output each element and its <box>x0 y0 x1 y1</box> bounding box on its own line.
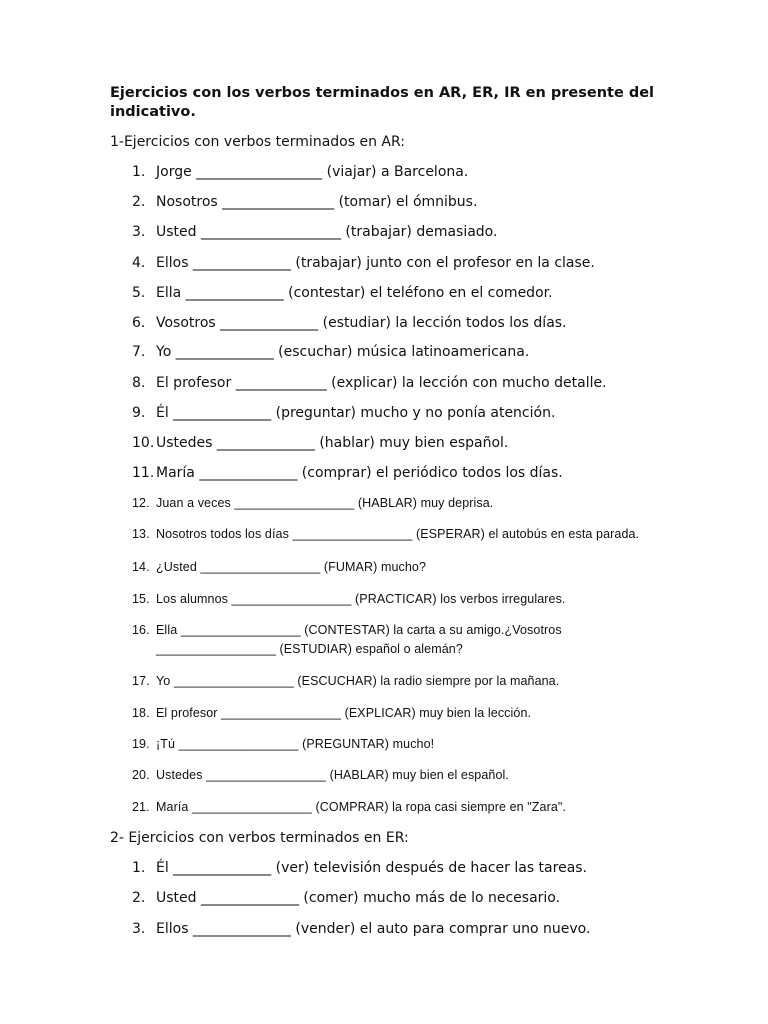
item-number: 20. <box>132 768 150 782</box>
item-number: 9. <box>132 405 146 421</box>
section-heading-ar: 1-Ejercicios con verbos terminados en AR: <box>110 134 405 150</box>
item-number: 17. <box>132 674 150 688</box>
item-text: Jorge __________________ (viajar) a Barcelona. <box>156 164 469 180</box>
item-number: 15. <box>132 592 150 606</box>
item-text: Nosotros todos los días _________________ (ESPERAR) el autobús en esta parada. <box>156 527 640 541</box>
item-number: 12. <box>132 496 150 510</box>
list-item <box>132 621 692 656</box>
list-item <box>132 284 692 302</box>
item-number: 10. <box>132 435 155 451</box>
list-item <box>132 798 692 817</box>
list-item <box>132 558 692 577</box>
list-item <box>132 859 692 877</box>
item-text: María _________________ (COMPRAR) la ropa casi siempre en "Zara". <box>156 800 567 814</box>
item-text: ¡Tú _________________ (PREGUNTAR) mucho! <box>156 737 435 751</box>
item-number: 3. <box>132 921 146 937</box>
list-item <box>132 404 692 422</box>
list-item <box>132 254 692 272</box>
item-text: María ______________ (comprar) el periódico todos los días. <box>156 465 563 481</box>
item-number: 21. <box>132 800 150 814</box>
item-text: Yo _________________ (ESCUCHAR) la radio siempre por la mañana. <box>156 674 560 688</box>
list-item <box>132 590 692 609</box>
item-number: 7. <box>132 344 146 360</box>
item-text: Ellos ______________ (vender) el auto para comprar uno nuevo. <box>156 921 591 937</box>
item-text: Él ______________ (ver) televisión después de hacer las tareas. <box>156 860 588 876</box>
list-item <box>132 704 692 723</box>
item-number: 1. <box>132 164 146 180</box>
item-number: 19. <box>132 737 150 751</box>
list-item <box>132 374 692 392</box>
list-item <box>132 494 692 513</box>
list-item <box>132 163 692 181</box>
item-text: Usted ______________ (comer) mucho más de lo necesario. <box>156 890 561 906</box>
item-text: Los alumnos _________________ (PRACTICAR) los verbos irregulares. <box>156 592 566 606</box>
list-item <box>132 672 692 691</box>
list-item <box>132 343 692 361</box>
list-item <box>132 464 692 482</box>
item-text-continuation: _________________ (ESTUDIAR) español o alemán? <box>156 642 463 656</box>
section-heading-er: 2- Ejercicios con verbos terminados en ER: <box>110 830 409 846</box>
item-text: ¿Usted _________________ (FUMAR) mucho? <box>156 560 427 574</box>
list-item <box>132 223 692 241</box>
list-item <box>132 889 692 907</box>
item-text: El profesor _____________ (explicar) la lección con mucho detalle. <box>156 375 607 391</box>
item-text: Nosotros ________________ (tomar) el ómnibus. <box>156 194 478 210</box>
item-number: 8. <box>132 375 146 391</box>
item-number: 6. <box>132 315 146 331</box>
item-number: 2. <box>132 194 146 210</box>
item-text: Ella _________________ (CONTESTAR) la carta a su amigo.¿Vosotros <box>156 623 562 637</box>
item-number: 14. <box>132 560 150 574</box>
item-text: Vosotros ______________ (estudiar) la lección todos los días. <box>156 315 567 331</box>
item-text: Juan a veces _________________ (HABLAR) muy deprisa. <box>156 496 494 510</box>
item-number: 13. <box>132 527 150 541</box>
document-title: Ejercicios con los verbos terminados en AR, ER, IR en presente del indicativo. <box>110 85 655 120</box>
item-text: Usted ____________________ (trabajar) demasiado. <box>156 224 498 240</box>
list-item <box>132 193 692 211</box>
list-item <box>132 314 692 332</box>
item-number: 16. <box>132 623 150 637</box>
item-text: Ellos ______________ (trabajar) junto con el profesor en la clase. <box>156 255 595 271</box>
item-number: 5. <box>132 285 146 301</box>
list-item <box>132 766 692 785</box>
item-number: 11. <box>132 465 155 481</box>
list-item <box>132 920 692 938</box>
list-item <box>132 434 692 452</box>
item-number: 2. <box>132 890 146 906</box>
item-text: Ustedes _________________ (HABLAR) muy bien el español. <box>156 768 509 782</box>
list-item <box>132 735 692 754</box>
item-number: 3. <box>132 224 146 240</box>
list-item <box>132 525 692 544</box>
item-number: 4. <box>132 255 146 271</box>
item-text: Ustedes ______________ (hablar) muy bien español. <box>156 435 509 451</box>
item-text: El profesor _________________ (EXPLICAR) muy bien la lección. <box>156 706 532 720</box>
item-text: Yo ______________ (escuchar) música latinoamericana. <box>156 344 530 360</box>
item-number: 18. <box>132 706 150 720</box>
item-text: Ella ______________ (contestar) el teléfono en el comedor. <box>156 285 553 301</box>
item-number: 1. <box>132 860 146 876</box>
item-text: Él ______________ (preguntar) mucho y no ponía atención. <box>156 405 556 421</box>
